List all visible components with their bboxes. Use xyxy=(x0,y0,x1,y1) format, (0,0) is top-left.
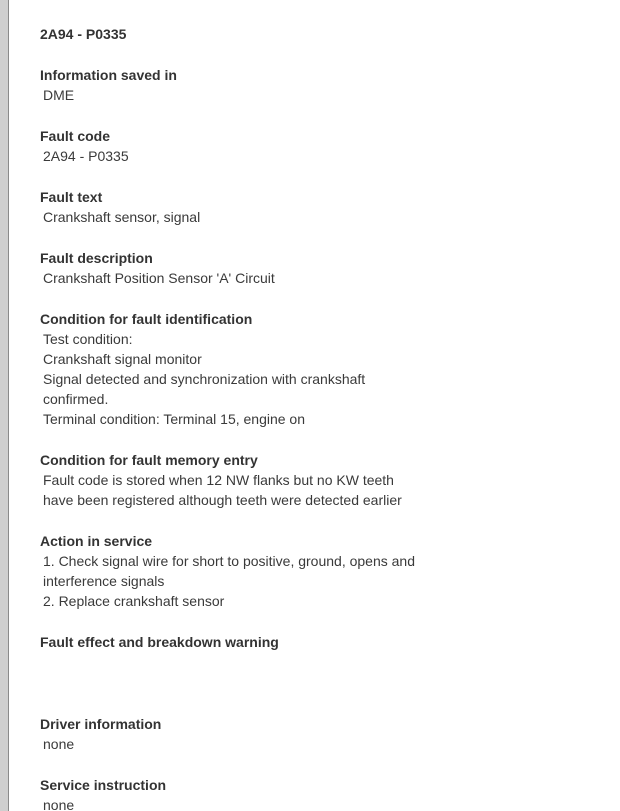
section-value xyxy=(40,734,433,754)
value-line: Signal detected and synchronization with crankshaft xyxy=(43,371,366,387)
section-fault-code xyxy=(40,126,600,166)
value-line: none xyxy=(43,736,75,752)
section-value xyxy=(40,795,433,811)
value-line: have been registered although teeth were detected earlier xyxy=(43,492,402,508)
section-condition-fault-identification xyxy=(40,309,600,429)
section-value xyxy=(40,329,433,429)
section-label: Action in service xyxy=(40,533,153,549)
section-value xyxy=(40,207,433,227)
value-line: Crankshaft sensor, signal xyxy=(43,209,201,225)
section-label: Fault description xyxy=(40,250,153,266)
value-line: Crankshaft signal monitor xyxy=(43,351,202,367)
section-label: Fault code xyxy=(40,128,111,144)
value-line: Terminal condition: Terminal 15, engine on xyxy=(43,411,306,427)
value-line: none xyxy=(43,797,75,811)
section-label: Condition for fault identification xyxy=(40,311,253,327)
section-fault-text xyxy=(40,187,600,227)
value-line: DME xyxy=(43,87,75,103)
section-fault-description xyxy=(40,248,600,288)
section-value xyxy=(40,146,433,166)
document-title: 2A94 - P0335 xyxy=(40,26,127,42)
section-value xyxy=(40,268,433,288)
section-label: Driver information xyxy=(40,716,162,732)
section-value xyxy=(40,551,433,611)
section-label: Fault text xyxy=(40,189,103,205)
value-line: confirmed. xyxy=(43,391,109,407)
value-line: interference signals xyxy=(43,573,165,589)
value-line: 2A94 - P0335 xyxy=(43,148,129,164)
section-value-empty xyxy=(40,652,433,693)
section-fault-effect xyxy=(40,632,600,693)
fault-document xyxy=(40,24,600,811)
section-value xyxy=(40,85,433,105)
left-panel-border xyxy=(0,0,9,811)
section-information-saved-in xyxy=(40,65,600,105)
section-action-in-service xyxy=(40,531,600,611)
section-label: Service instruction xyxy=(40,777,167,793)
section-value xyxy=(40,470,433,510)
value-line: Fault code is stored when 12 NW flanks but no KW teeth xyxy=(43,472,394,488)
section-label: Condition for fault memory entry xyxy=(40,452,258,468)
value-line: Crankshaft Position Sensor 'A' Circuit xyxy=(43,270,275,286)
section-label: Information saved in xyxy=(40,67,177,83)
section-driver-information xyxy=(40,714,600,754)
section-service-instruction xyxy=(40,775,600,811)
value-line: 2. Replace crankshaft sensor xyxy=(43,593,225,609)
value-line: 1. Check signal wire for short to positive, ground, opens and xyxy=(43,553,415,569)
value-line: Test condition: xyxy=(43,331,133,347)
section-label: Fault effect and breakdown warning xyxy=(40,634,279,650)
section-condition-fault-memory-entry xyxy=(40,450,600,510)
